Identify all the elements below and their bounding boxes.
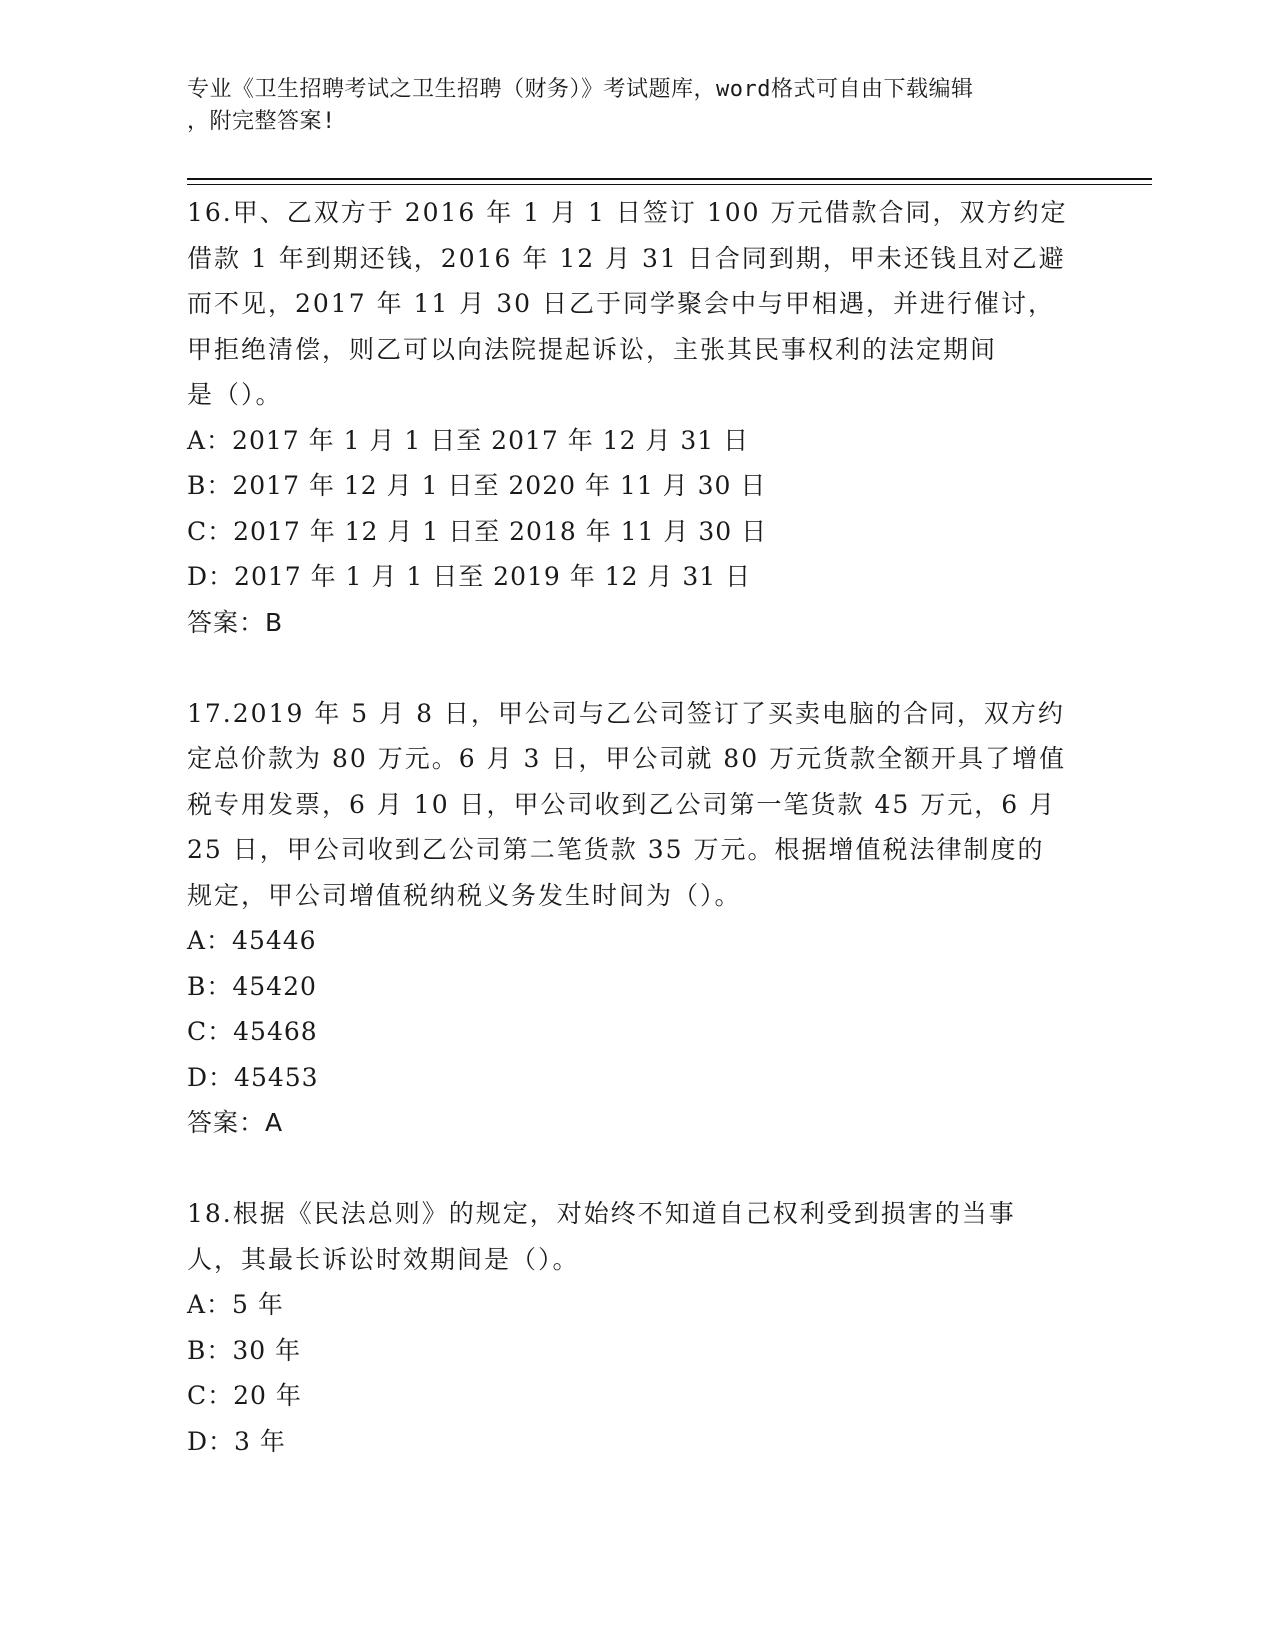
question-text-line: 18.根据《民法总则》的规定，对始终不知道自己权利受到损害的当事 xyxy=(187,1199,1016,1228)
option-a: A：45446 xyxy=(187,926,317,955)
header-divider-thin xyxy=(187,184,1152,185)
question-text-line: 甲拒绝清偿，则乙可以向法院提起诉讼，主张其民事权利的法定期间 xyxy=(187,334,998,364)
question-17 xyxy=(187,691,1087,1146)
answer-label: 答案：B xyxy=(187,607,284,637)
answer-label: 答案：A xyxy=(187,1108,284,1137)
spacer xyxy=(187,645,1087,691)
question-18 xyxy=(187,1191,1087,1464)
option-b: B：2017 年 12 月 1 日至 2020 年 11 月 30 日 xyxy=(187,471,767,500)
option-c: C：20 年 xyxy=(187,1381,302,1410)
question-text-line: 17.2019 年 5 月 8 日，甲公司与乙公司签订了买卖电脑的合同，双方约 xyxy=(187,698,1065,728)
question-text-line: 借款 1 年到期还钱，2016 年 12 月 31 日合同到期，甲未还钱且对乙避 xyxy=(187,243,1066,273)
option-d: D：3 年 xyxy=(187,1426,286,1456)
question-text-line: 税专用发票，6 月 10 日，甲公司收到乙公司第一笔货款 45 万元，6 月 xyxy=(187,789,1057,819)
question-list xyxy=(187,190,1087,1464)
question-text-line: 25 日，甲公司收到乙公司第二笔货款 35 万元。根据增值税法律制度的 xyxy=(187,835,1045,864)
option-c: C：45468 xyxy=(187,1017,318,1046)
option-d: D：2017 年 1 月 1 日至 2019 年 12 月 31 日 xyxy=(187,562,752,591)
question-text-line: 人，其最长诉讼时效期间是（）。 xyxy=(187,1244,580,1274)
question-16 xyxy=(187,190,1087,645)
question-text-line: 16.甲、乙双方于 2016 年 1 月 1 日签订 100 万元借款合同，双方约定 xyxy=(187,198,1068,227)
question-text-line: 而不见，2017 年 11 月 30 日乙于同学聚会中与甲相遇，并进行催讨， xyxy=(187,289,1055,318)
question-text-line: 是（）。 xyxy=(187,380,283,409)
option-b: B：45420 xyxy=(187,971,317,1001)
option-d: D：45453 xyxy=(187,1062,319,1092)
document-header xyxy=(187,74,1067,138)
option-c: C：2017 年 12 月 1 日至 2018 年 11 月 30 日 xyxy=(187,516,768,546)
option-a: A：2017 年 1 月 1 日至 2017 年 12 月 31 日 xyxy=(187,425,750,455)
option-b: B：30 年 xyxy=(187,1335,302,1365)
spacer xyxy=(187,1146,1087,1192)
option-a: A：5 年 xyxy=(187,1290,284,1319)
question-text-line: 定总价款为 80 万元。6 月 3 日，甲公司就 80 万元货款全额开具了增值 xyxy=(187,744,1067,773)
header-divider-thick xyxy=(187,178,1152,180)
question-text-line: 规定，甲公司增值税纳税义务发生时间为（）。 xyxy=(187,880,742,910)
header-line-2: ，附完整答案! xyxy=(187,109,336,134)
header-line-1: 专业《卫生招聘考试之卫生招聘（财务）》考试题库，word格式可自由下载编辑 xyxy=(187,77,974,102)
